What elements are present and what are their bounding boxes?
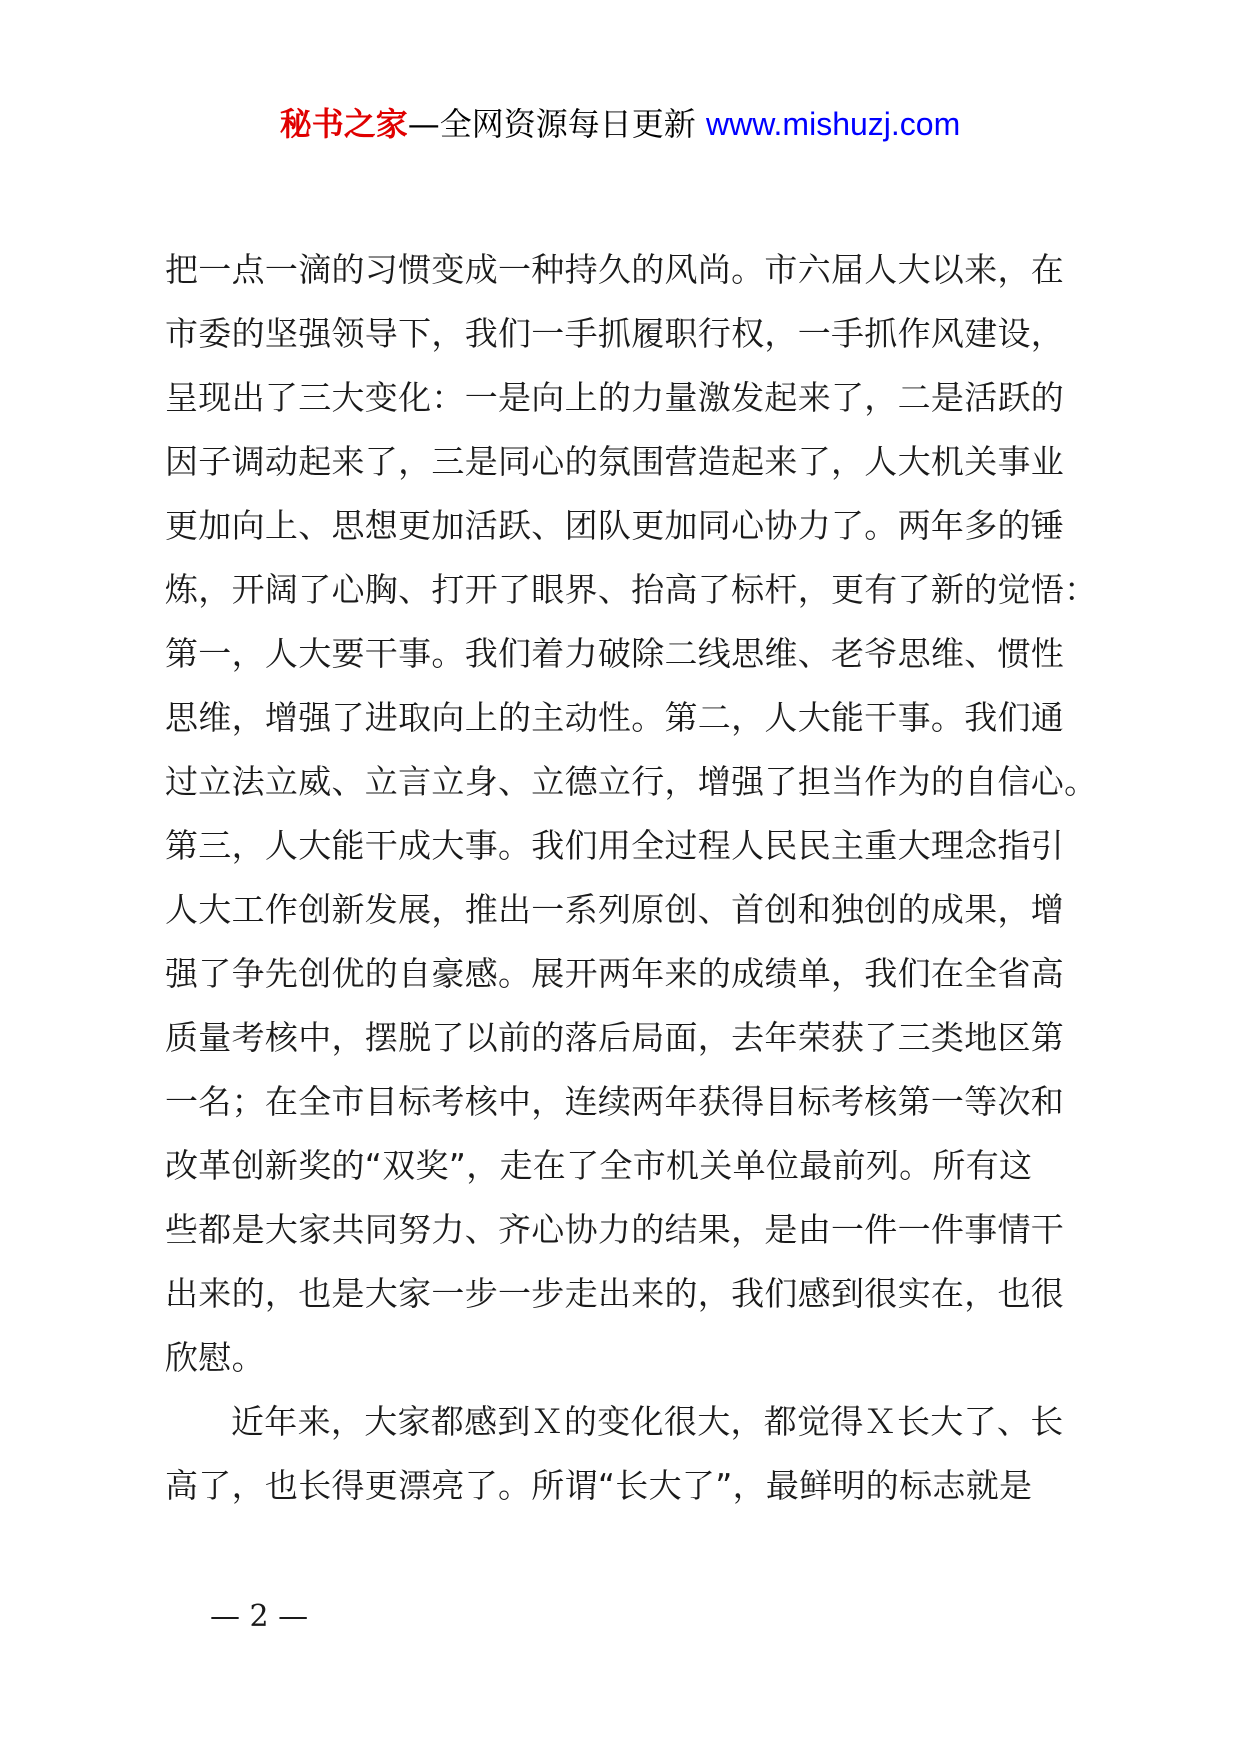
brand-name: 秘书之家 [279,105,408,143]
text-line: 思维，增强了进取向上的主动性。第二，人大能干事。我们通 [165,698,1065,737]
text-line: 高了，也长得更漂亮了。所谓“长大了”，最鲜明的标志就是 [165,1466,1033,1505]
page-number: — 2 — [210,1599,309,1634]
header-slogan: —全网资源每日更新 [407,105,696,143]
text-line: 因子调动起来了，三是同心的氛围营造起来了，人大机关事业 [165,442,1065,481]
text-line: 出来的，也是大家一步一步走出来的，我们感到很实在，也很 [165,1274,1065,1313]
text-line: 欣慰。 [165,1338,265,1377]
text-line: 市委的坚强领导下，我们一手抓履职行权，一手抓作风建设， [165,314,1065,353]
text-line: 更加向上、思想更加活跃、团队更加同心协力了。两年多的锤 [165,506,1065,545]
text-line: 些都是大家共同努力、齐心协力的结果，是由一件一件事情干 [165,1210,1065,1249]
text-line: 强了争先创优的自豪感。展开两年来的成绩单，我们在全省高 [165,954,1065,993]
text-line: 呈现出了三大变化：一是向上的力量激发起来了，二是活跃的 [165,378,1065,417]
document-body [165,238,1125,1518]
paragraph-start-line: 近年来，大家都感到Ｘ的变化很大，都觉得Ｘ长大了、长 [231,1402,1064,1441]
text-line: 一名；在全市目标考核中，连续两年获得目标考核第一等次和 [165,1082,1065,1121]
site-url[interactable]: www.mishuzj.com [705,106,961,142]
text-line: 人大工作创新发展，推出一系列原创、首创和独创的成果，增 [165,890,1065,929]
text-line: 第一，人大要干事。我们着力破除二线思维、老爷思维、惯性 [165,634,1065,673]
text-line: 质量考核中，摆脱了以前的落后局面，去年荣获了三类地区第 [165,1018,1065,1057]
text-line: 改革创新奖的“双奖”，走在了全市机关单位最前列。所有这 [165,1146,1033,1185]
text-line: 炼，开阔了心胸、打开了眼界、抬高了标杆，更有了新的觉悟： [165,570,1098,609]
text-line: 过立法立威、立言立身、立德立行，增强了担当作为的自信心。 [165,762,1098,801]
text-line: 第三，人大能干成大事。我们用全过程人民民主重大理念指引 [165,826,1065,865]
text-line: 把一点一滴的习惯变成一种持久的风尚。市六届人大以来，在 [165,250,1065,289]
site-header [0,100,1240,148]
